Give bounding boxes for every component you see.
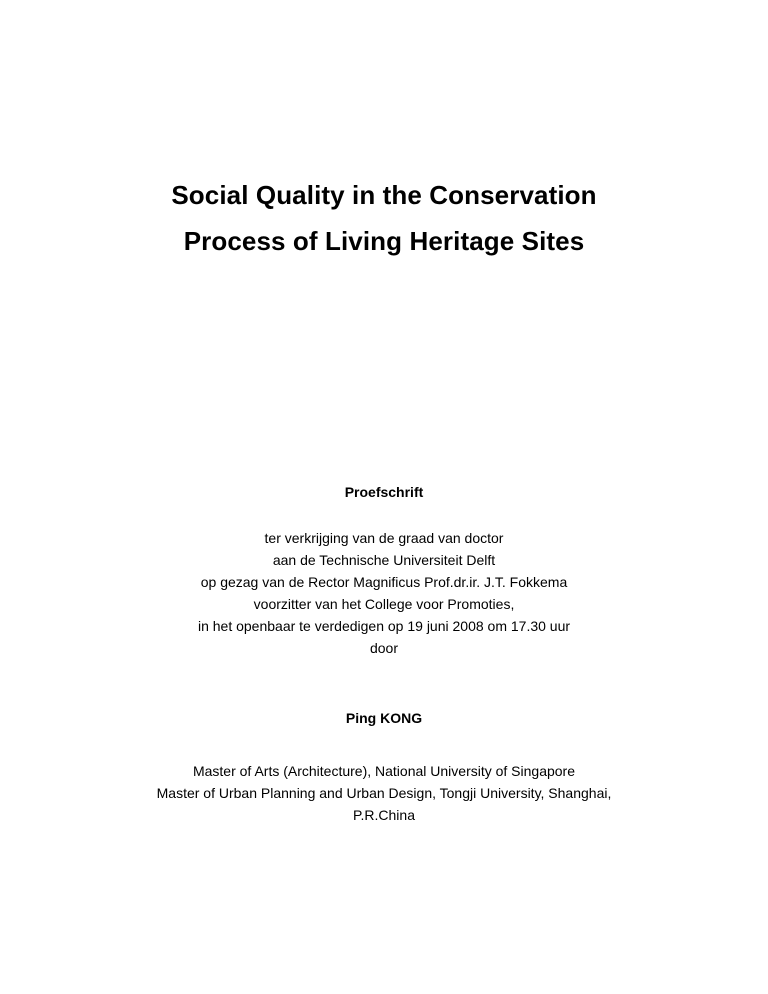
promotion-statement [0, 527, 768, 659]
title-line-1: Social Quality in the Conservation [171, 180, 597, 210]
statement-line: in het openbaar te verdedigen op 19 juni 2008 om 17.30 uur [197, 618, 571, 634]
statement-line: op gezag van de Rector Magnificus Prof.dr.ir. J.T. Fokkema [200, 574, 568, 590]
document-type-heading: Proefschrift [344, 484, 424, 500]
author-name: Ping KONG [345, 710, 423, 726]
credential-line: P.R.China [352, 807, 415, 823]
title-line-2: Process of Living Heritage Sites [183, 226, 585, 256]
statement-line: voorzitter van het College voor Promoties, [253, 596, 515, 612]
statement-line: ter verkrijging van de graad van doctor [264, 530, 504, 546]
statement-line: aan de Technische Universiteit Delft [272, 552, 496, 568]
credential-line: Master of Urban Planning and Urban Design, Tongji University, Shanghai, [156, 785, 612, 801]
credential-line: Master of Arts (Architecture), National University of Singapore [192, 763, 576, 779]
statement-line: door [369, 640, 399, 656]
document-title [0, 172, 768, 264]
author-credentials [0, 760, 768, 826]
